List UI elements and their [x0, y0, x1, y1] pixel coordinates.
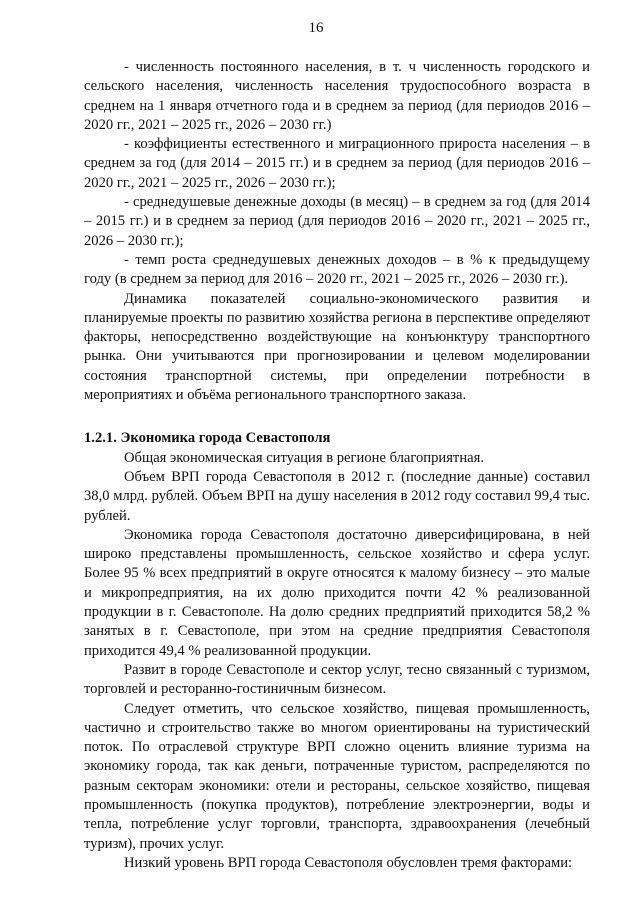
paragraph-diversification: Экономика города Севастополя достаточно диверсифицирована, в ней широко представлены промышленность, сельское хозяйство и сфера услуг. Более 95 % всех предприятий в округе относятся к малому бизнесу – это малые и микропредприятия, на их долю приходится почти 42 % реализованной продукции в г. Севастополе. На долю средних предприятий приходится 58,2 % занятых в г. Севастополе, при этом на средние предприятия Севастополя приходится 49,4 % реализованной продукции. — [84, 526, 590, 659]
document-body — [84, 58, 590, 873]
paragraph-dynamics: Динамика показателей социально-экономического развития и планируемые проекты по развитию хозяйства региона в перспективе определяют факторы, непосредственно воздействующие на конъюнктуру транспортного рынка. Они учитываются при прогнозировании и целевом моделировании состояния транспортной системы, при определении потребности в мероприятиях и объёма регионального транспортного заказа. — [84, 290, 590, 404]
paragraph-tourism: Следует отметить, что сельское хозяйство, пищевая промышленность, частично и строительство также во многом ориентированы на туристический поток. По отраслевой структуре ВРП сложно оценить влияние туризма на экономику города, так как деньги, потраченные туристом, распределяются по разным секторам экономики: отели и рестораны, сельское хозяйство, пищевая промышленность (покупка продуктов), потребление электроэнергии, воды и тепла, потребление услуг торговли, транспорта, здравоохранения (лечебный туризм), прочих услуг. — [84, 700, 590, 852]
page-number: 16 — [308, 20, 324, 36]
paragraph-general-situation: Общая экономическая ситуация в регионе благоприятная. — [124, 449, 484, 466]
bullet-growth-coefficients: - коэффициенты естественного и миграционного прироста населения – в среднем за год (для 2014 – 2015 гг.) и в среднем за период (для периодов 2016 – 2020 гг., 2021 – 2025 гг., 2026 – 2030 гг.); — [84, 136, 590, 191]
paragraph-services: Развит в городе Севастополе и сектор услуг, тесно связанный с туризмом, торговлей и ресторанно-гостиничным бизнесом. — [84, 661, 590, 698]
section-heading: 1.2.1. Экономика города Севастополя — [84, 430, 331, 447]
bullet-income-growth: - темп роста среднедушевых денежных доходов – в % к предыдущему году (в среднем за период для 2016 – 2020 гг., 2021 – 2025 гг., 2026 – 2030 гг.). — [84, 251, 590, 288]
bullet-income: - среднедушевые денежные доходы (в месяц) – в среднем за год (для 2014 – 2015 гг.) и в среднем за период (для периодов 2016 – 2020 гг., 2021 – 2025 гг., 2026 – 2030 гг.); — [84, 194, 590, 249]
bullet-population: - численность постоянного населения, в т. ч численность городского и сельского населения, численность населения трудоспособного возраста в среднем на 1 января отчетного года и в среднем за период (для периодов 2016 – 2020 гг., 2021 – 2025 гг., 2026 – 2030 гг.) — [84, 59, 590, 133]
paragraph-low-grp: Низкий уровень ВРП города Севастополя обусловлен тремя факторами: — [124, 854, 573, 871]
paragraph-grp-volume: Объем ВРП города Севастополя в 2012 г. (последние данные) составил 38,0 млрд. рублей. Объем ВРП на душу населения в 2012 году составил 99,4 тыс. рублей. — [84, 468, 590, 524]
